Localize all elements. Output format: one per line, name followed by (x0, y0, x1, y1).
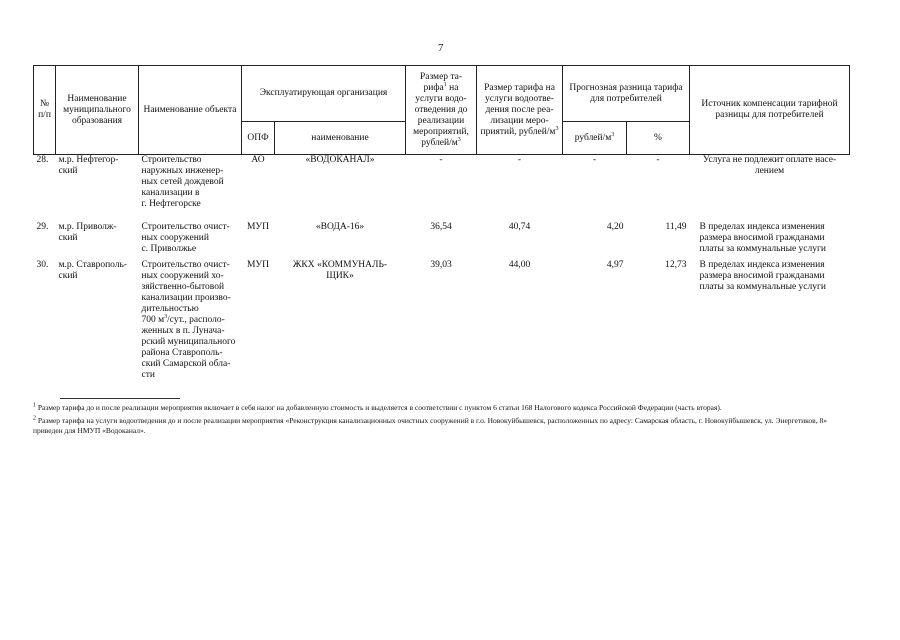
table-row (34, 155, 850, 222)
row-object: Строительство очист- ных сооружений хо- зяйственно-бытовой канализации произво- дительностью 700 $м^3$/сут., располо- женных в п. Лунача- рский муниципального района Ставрополь- ский Самарской обла- сти (141, 259, 236, 380)
header-tariff-before: Размер та-рифа$^1$ на услуги водо-отведения до реализации мероприятий, рублей/$м^3$ (406, 66, 477, 155)
header-source: Источник компенсации тарифной разницы для потребителей (690, 66, 850, 155)
table-row (34, 222, 850, 260)
row-name: «ВОДА-16» (315, 221, 365, 232)
row-object: Строительство наружных инженер- ных сетей дождевой канализации в г. Нефтегорске (141, 155, 224, 209)
row-name: ЖКХ «КОММУНАЛЬ- ЩИК» (292, 259, 388, 281)
row-diff-rub: - (592, 155, 597, 165)
row-tariff-before: 36,54 (430, 221, 452, 232)
footnotes (33, 403, 845, 439)
row-source: Услуга не подлежит оплате насе- лением (702, 155, 837, 176)
header-num: № п/п (34, 66, 56, 155)
row-num: 28. (36, 155, 49, 165)
header-municipality: Наименование муниципального образования (56, 66, 139, 155)
row-source: В пределах индекса изменения размера вносимой гражданами платы за коммунальные услуги (699, 259, 826, 292)
row-num: 30. (36, 259, 49, 270)
header-rub-per-m3: рублей/$м^3$ (563, 122, 627, 155)
footnote-divider (60, 398, 180, 399)
header-forecast-group: Прогнозная разница тарифа для потребителей (563, 66, 690, 122)
footnote: $^1$ Размер тарифа до и после реализации мероприятия включает в себя налог на добавленную стоимость и выделяется в соответствии с пунктом 6 статьи 168 Налогового кодекса Российской Федерации (часть вторая). (33, 402, 722, 412)
row-opf: МУП (246, 221, 270, 232)
row-tariff-before: - (439, 155, 443, 165)
row-municipality: м.р. Приволж-ский (58, 221, 117, 243)
row-opf: МУП (246, 259, 270, 270)
row-tariff-after: 44,00 (508, 259, 531, 270)
header-object: Наименование объекта (139, 66, 242, 155)
row-diff-pct: - (656, 155, 660, 165)
row-tariff-before: 39,03 (430, 259, 452, 270)
row-municipality: м.р. Нефтегор-ский (58, 155, 119, 176)
header-opf: ОПФ (242, 122, 275, 155)
header-operator-group: Эксплуатирующая организация (242, 66, 406, 122)
row-name: «ВОДОКАНАЛ» (305, 155, 375, 165)
row-tariff-after: 40,74 (508, 221, 531, 232)
row-diff-rub: 4,97 (606, 259, 624, 270)
table-row (34, 260, 850, 381)
row-object: Строительство очист- ных сооружений с. Приволжье (141, 221, 230, 254)
row-diff-pct: 11,49 (665, 221, 687, 232)
row-tariff-after: - (517, 155, 522, 165)
row-opf: АО (251, 155, 265, 165)
header-tariff-after: Размер тарифа на услуги водоотве-дения после реа-лизации меро-приятий, рублей/$м^3$ (477, 66, 563, 155)
tariff-table (33, 65, 850, 381)
row-diff-pct: 12,73 (665, 259, 687, 270)
row-num: 29. (36, 221, 49, 232)
row-municipality: м.р. Ставрополь-ский (58, 259, 128, 281)
row-source: В пределах индекса изменения размера вносимой гражданами платы за коммунальные услуги (699, 221, 826, 254)
row-diff-rub: 4,20 (606, 221, 624, 232)
footnote: $^2$ Размер тарифа на услуги водоотведения до и после реализации мероприятия «Реконструкция канализационных очистных сооружений в г.о. Новокуйбышевск, расположенных по адресу: Самарская область, г. Новокуйбышевск, ул. Энергетиков, 8» приведен для НМУП «Водоканал». (33, 415, 827, 435)
header-name: наименование (275, 122, 406, 155)
header-percent: % (627, 122, 690, 155)
page-number: 7 (438, 42, 444, 54)
